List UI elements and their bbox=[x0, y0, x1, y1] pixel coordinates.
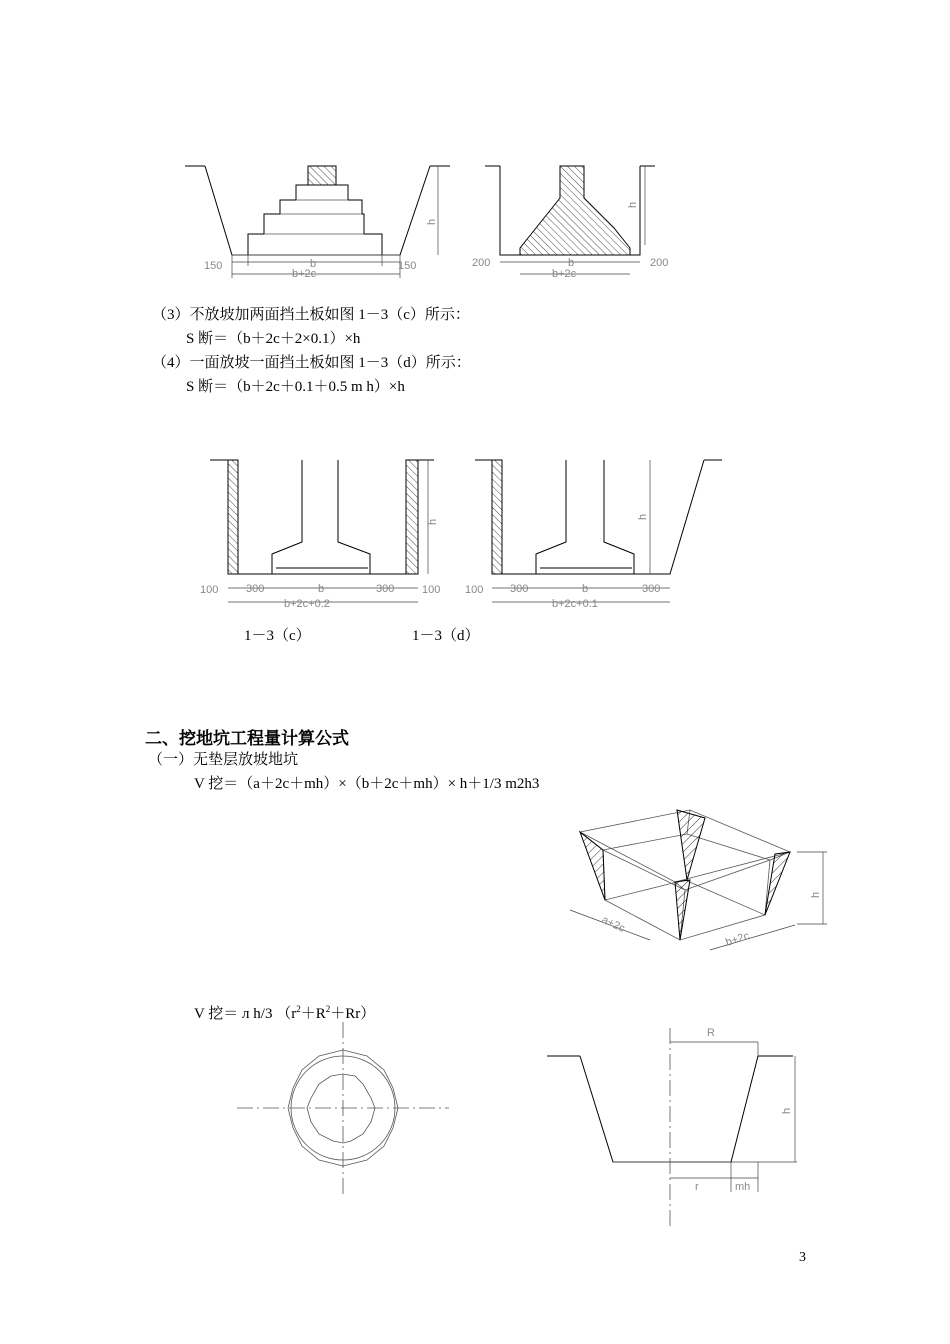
formula-part-3: ＋Rr） bbox=[330, 1006, 376, 1022]
subsection-title: （一）无垫层放坡地坑 bbox=[148, 752, 299, 768]
item-4-text: （4）一面放坡一面挡土板如图 1－3（d）所示： bbox=[152, 355, 471, 371]
formula-part-1: V 挖＝ л h/3 （r bbox=[194, 1006, 297, 1022]
figure-strip-footing-left bbox=[180, 150, 440, 280]
dim-h: h bbox=[427, 518, 439, 525]
dim-h: h bbox=[627, 201, 639, 208]
dim-total: b+2c bbox=[552, 268, 577, 280]
dim-200-right: 200 bbox=[650, 257, 669, 269]
sup-r: 2 bbox=[296, 1004, 301, 1014]
dim-100: 100 bbox=[465, 584, 484, 596]
item-3-formula: S 断＝（b＋2c＋2×0.1）×h bbox=[186, 331, 361, 347]
dim-h: h bbox=[810, 891, 822, 898]
dim-R: R bbox=[707, 1027, 715, 1039]
dim-h: h bbox=[781, 1107, 793, 1114]
formula-part-2: ＋R bbox=[300, 1006, 326, 1022]
dim-150-right: 150 bbox=[398, 260, 417, 272]
dim-h: h bbox=[637, 513, 649, 520]
dim-b: b bbox=[318, 583, 325, 595]
dim-total: b+2c bbox=[292, 268, 317, 280]
dim-300-left: 300 bbox=[246, 583, 265, 595]
dim-b2c: b+2c bbox=[724, 929, 751, 949]
dim-150-left: 150 bbox=[204, 260, 223, 272]
dim-300-left: 300 bbox=[510, 583, 529, 595]
item-3-text: （3）不放坡加两面挡土板如图 1－3（c）所示： bbox=[152, 307, 470, 323]
figure-1-3c bbox=[200, 450, 450, 620]
figure-strip-footing-right bbox=[472, 150, 710, 280]
dim-200-left: 200 bbox=[472, 257, 491, 269]
dim-a2c: a+2c bbox=[599, 913, 627, 935]
figure-1-3d bbox=[465, 450, 730, 620]
dim-300-right: 300 bbox=[642, 583, 661, 595]
figure-round-pit-plan bbox=[235, 1022, 455, 1202]
caption-1-3d: 1－3（d） bbox=[412, 628, 480, 644]
dim-r: r bbox=[695, 1181, 699, 1193]
page-number: 3 bbox=[799, 1250, 806, 1265]
formula-round-pit bbox=[194, 1000, 375, 1023]
dim-mh: mh bbox=[735, 1181, 751, 1193]
dim-total: b+2c+0.1 bbox=[552, 598, 598, 610]
dim-b: b bbox=[310, 258, 317, 270]
dim-300-right: 300 bbox=[376, 583, 395, 595]
dim-100-right: 100 bbox=[422, 584, 441, 596]
figure-pit-3d bbox=[565, 800, 835, 960]
dim-total: b+2c+0.2 bbox=[284, 598, 330, 610]
dim-b: b bbox=[568, 257, 575, 269]
figure-round-pit-section bbox=[545, 1020, 835, 1230]
dim-100-left: 100 bbox=[200, 584, 219, 596]
item-4-formula: S 断＝（b＋2c＋0.1＋0.5 m h）×h bbox=[186, 379, 405, 395]
caption-1-3c: 1－3（c） bbox=[244, 628, 311, 644]
section-heading: 二、挖地坑工程量计算公式 bbox=[145, 729, 349, 749]
formula-pit: V 挖＝（a＋2c＋mh）×（b＋2c＋mh）× h＋1/3 m2h3 bbox=[194, 776, 540, 792]
sup-R: 2 bbox=[325, 1004, 331, 1014]
dim-h: h bbox=[426, 218, 438, 225]
dim-b: b bbox=[582, 583, 589, 595]
